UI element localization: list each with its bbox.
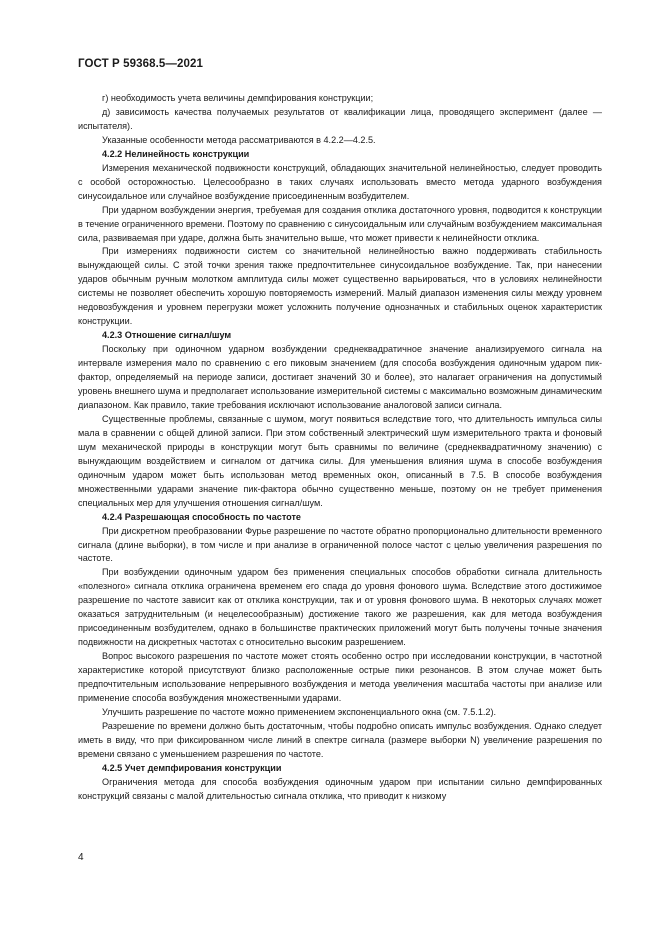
body-paragraph: При ударном возбуждении энергия, требуемая для создания отклика достаточного уровня, подводится к конструкции в течение ограниченного времени. Поэтому по сравнению с синусоидальным или случайным возбуждением максимальная сила, развиваемая при ударе, должна быть значительно выше, что может привести к нелинейности отклика. [78, 204, 602, 243]
document-code-header: ГОСТ Р 59368.5—2021 [78, 58, 203, 70]
section-heading: 4.2.4 Разрешающая способность по частоте [102, 511, 301, 522]
body-paragraph: Измерения механической подвижности конструкций, обладающих значительной нелинейностью, следует проводить с особой осторожностью. Целесообразно в таких случаях использовать вместо метода ударного возбуждения синусоидальное или случайное возбуждение присоединенным возбудителем. [78, 162, 602, 201]
section-heading: 4.2.5 Учет демпфирования конструкции [102, 762, 282, 773]
section-heading: 4.2.3 Отношение сигнал/шум [102, 330, 232, 341]
body-paragraph: Поскольку при одиночном ударном возбуждении среднеквадратичное значение анализируемого сигнала на интервале измерения мало по сравнению с его пиковым значением (для способа возбуждения одиночным ударом пик-фактор, определяемый на периоде записи, достигает значений 30 и более), это налагает ограничения на допустимый уровень внешнего шума и предполагает использование измерительной системы с максимально возможным динамическим диапазоном. Как правило, такие требования исключают использование аналоговой записи сигнала. [78, 344, 602, 410]
body-paragraph: Существенные проблемы, связанные с шумом, могут появиться вследствие того, что длительность импульса силы мала в сравнении с общей длиной записи. При этом собственный электрический шум измерительного тракта и фоновый шум механической природы в конструкции могут быть сравнимы по величине (среднеквадратичному значению) с вынуждающим воздействием и сигналом от датчика силы. Для уменьшения влияния шума в способе возбуждения одиночным ударом может быть использован метод временных окон, описанный в 7.5. В способе возбуждения множественными ударами значение пик-фактора обычно существенно меньше, поэтому он не требует применения специальных мер для улучшения отношения сигнал/шум. [78, 413, 602, 508]
body-paragraph: При возбуждении одиночным ударом без применения специальных способов обработки сигнала длительность «полезного» сигнала отклика ограничена временем его спада до уровня фонового шума. Вследствие этого достижимое разрешение по частоте зависит как от отклика конструкции, так и от уровня фонового шума. В некоторых случаях может оказаться затруднительным (и нецелесообразным) достижение такого же разрешения, как для метода возбуждения присоединенным возбудителем, однако в большинстве практических приложений могут быть получены точные значения подвижности на дискретных частотах с относительно высоким разрешением. [78, 567, 602, 648]
body-paragraph: д) зависимость качества получаемых результатов от квалификации лица, проводящего эксперимент (далее — испытателя). [78, 106, 602, 131]
body-paragraph: При измерениях подвижности систем со значительной нелинейностью важно поддерживать стабильность вынуждающей силы. С этой точки зрения также предпочтительнее синусоидальное возбуждение. Так, при нанесении ударов обычным ручным молотком амплитуда силы может существенно варьироваться, что в условиях нелинейности системы не позволяет обеспечить хорошую повторяемость измерений. Малый диапазон изменения силы между уровнем недовозбуждения и уровнем перегрузки может усложнить получение однозначных и стабильных оценок характеристик конструкции. [78, 246, 602, 327]
body-paragraph: Указанные особенности метода рассматриваются в 4.2.2—4.2.5. [102, 134, 376, 145]
body-paragraph: Разрешение по времени должно быть достаточным, чтобы подробно описать импульс возбуждения. Однако следует иметь в виду, что при фиксированном числе линий в спектре сигнала (размере выборки N) увеличение разрешения по времени связано с уменьшением разрешения по частоте. [78, 720, 602, 759]
document-body [78, 92, 602, 804]
body-paragraph: Вопрос высокого разрешения по частоте может стоять особенно остро при исследовании конструкции, в частотной характеристике которой присутствуют близко расположенные острые пики резонансов. В этом случае может быть предпочтительным использование непрерывного возбуждения и метода увеличения масштаба частоты при анализе или применение способа возбуждения множественными ударами. [78, 651, 602, 703]
body-paragraph: г) необходимость учета величины демпфирования конструкции; [102, 93, 374, 103]
body-paragraph: При дискретном преобразовании Фурье разрешение по частоте обратно пропорционально длительности временного сигнала (длине выборки), в том числе и при анализе в ограниченной полосе частот с целью увеличения разрешения по частоте. [78, 525, 602, 564]
body-paragraph: Ограничения метода для способа возбуждения одиночным ударом при испытании сильно демпфированных конструкций связаны с малой длительностью сигнала отклика, что приводит к низкому [78, 776, 602, 801]
body-paragraph: Улучшить разрешение по частоте можно применением экспоненциального окна (см. 7.5.1.2). [102, 706, 497, 717]
section-heading: 4.2.2 Нелинейность конструкции [102, 148, 250, 159]
page-number: 4 [78, 852, 84, 863]
